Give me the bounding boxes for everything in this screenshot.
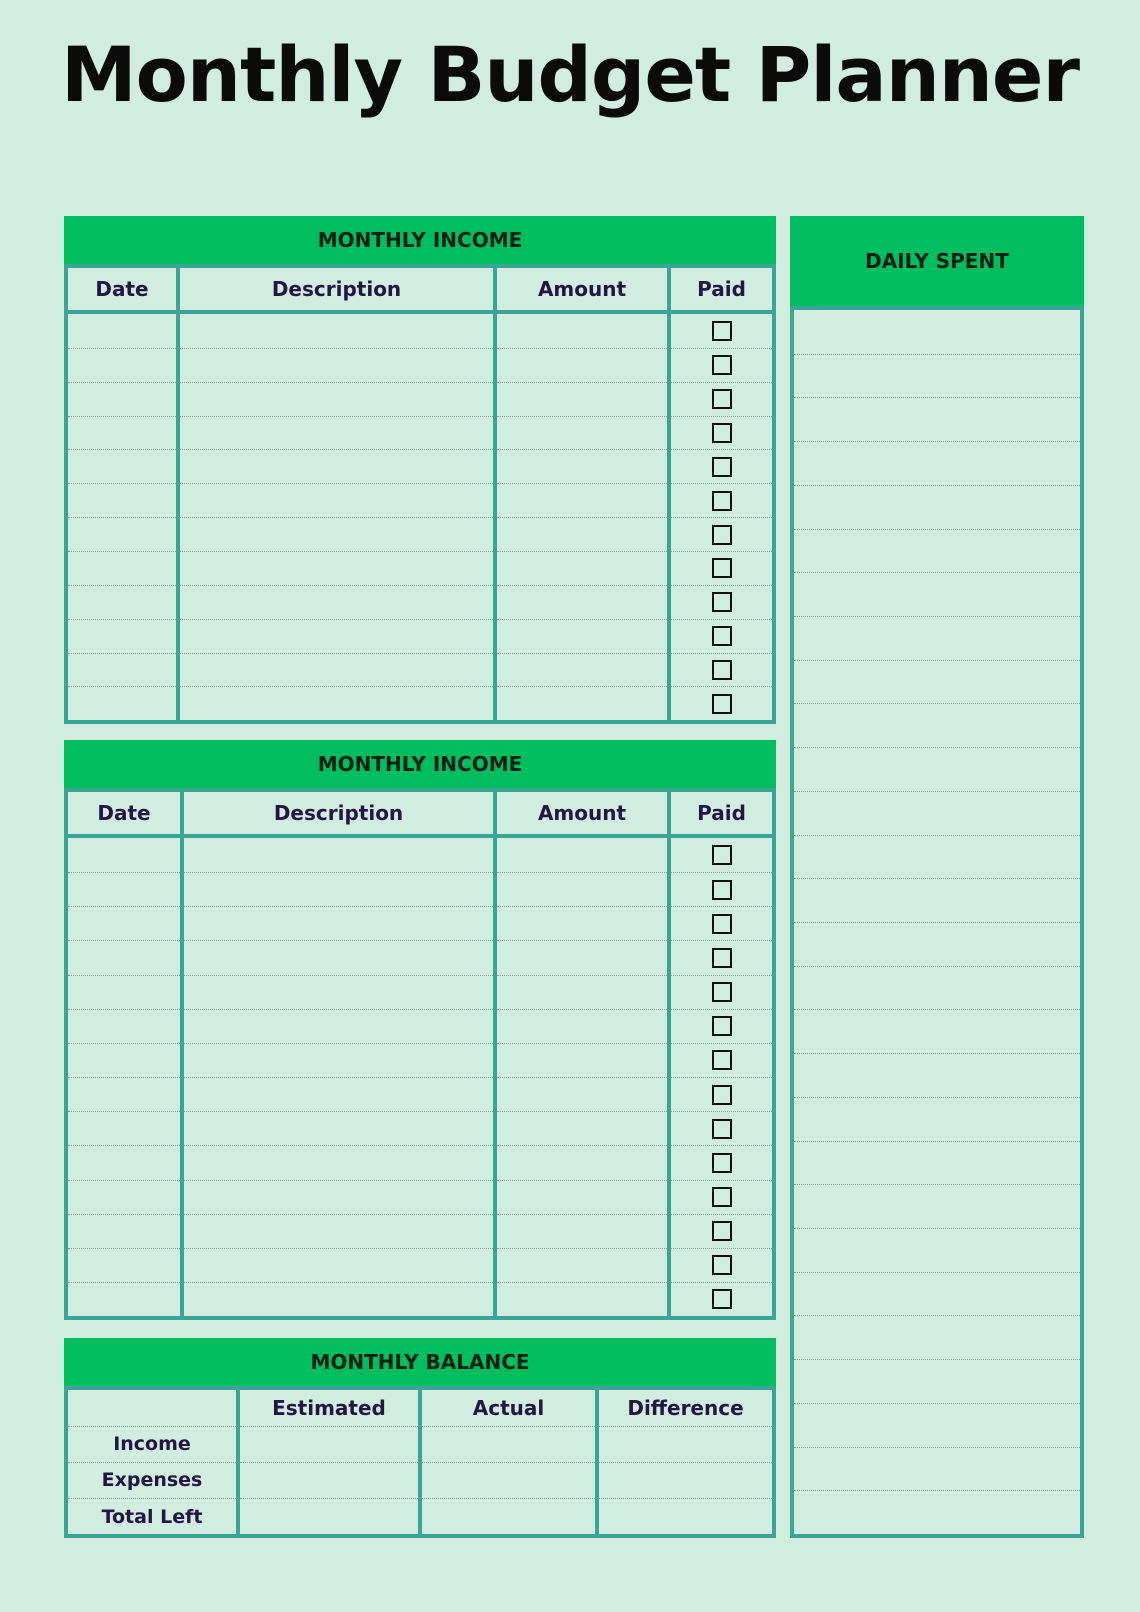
checkbox-icon[interactable] bbox=[712, 948, 732, 968]
amount-cell[interactable] bbox=[495, 687, 669, 720]
paid-cell bbox=[669, 687, 772, 720]
description-cell[interactable] bbox=[178, 687, 495, 720]
column-header-amount: Amount bbox=[495, 792, 669, 836]
checkbox-icon[interactable] bbox=[712, 423, 732, 443]
daily-spent-line[interactable] bbox=[794, 791, 1080, 835]
description-cell[interactable] bbox=[178, 484, 495, 518]
daily-spent-line[interactable] bbox=[794, 1490, 1080, 1534]
date-cell[interactable] bbox=[68, 1282, 182, 1316]
row-label-total-left: Total Left bbox=[68, 1499, 238, 1535]
total-left-difference-cell[interactable] bbox=[597, 1499, 772, 1535]
amount-cell[interactable] bbox=[495, 1043, 669, 1077]
description-cell[interactable] bbox=[182, 907, 495, 941]
checkbox-icon[interactable] bbox=[712, 845, 732, 865]
daily-spent-line[interactable] bbox=[794, 485, 1080, 529]
amount-cell[interactable] bbox=[495, 518, 669, 552]
table-row bbox=[68, 941, 772, 975]
table-row bbox=[68, 450, 772, 484]
description-cell[interactable] bbox=[182, 1282, 495, 1316]
paid-cell bbox=[669, 1112, 772, 1146]
checkbox-icon[interactable] bbox=[712, 1016, 732, 1036]
amount-cell[interactable] bbox=[495, 450, 669, 484]
paid-cell bbox=[669, 1248, 772, 1282]
description-cell[interactable] bbox=[182, 941, 495, 975]
checkbox-icon[interactable] bbox=[712, 660, 732, 680]
checkbox-icon[interactable] bbox=[712, 558, 732, 578]
daily-spent-line[interactable] bbox=[794, 1097, 1080, 1141]
date-cell[interactable] bbox=[68, 619, 178, 653]
table-row bbox=[68, 1180, 772, 1214]
date-cell[interactable] bbox=[68, 907, 182, 941]
description-cell[interactable] bbox=[182, 975, 495, 1009]
checkbox-icon[interactable] bbox=[712, 1255, 732, 1275]
description-cell[interactable] bbox=[178, 551, 495, 585]
paid-cell bbox=[669, 1282, 772, 1316]
amount-cell[interactable] bbox=[495, 312, 669, 348]
amount-cell[interactable] bbox=[495, 907, 669, 941]
description-cell[interactable] bbox=[178, 619, 495, 653]
description-cell[interactable] bbox=[182, 1043, 495, 1077]
checkbox-icon[interactable] bbox=[712, 1119, 732, 1139]
table-row bbox=[68, 312, 772, 348]
table-row bbox=[68, 873, 772, 907]
date-cell[interactable] bbox=[68, 450, 178, 484]
row-label-expenses: Expenses bbox=[68, 1462, 238, 1498]
paid-cell bbox=[669, 1078, 772, 1112]
table-row bbox=[68, 836, 772, 873]
date-cell[interactable] bbox=[68, 1180, 182, 1214]
amount-cell[interactable] bbox=[495, 348, 669, 382]
paid-cell bbox=[669, 348, 772, 382]
date-cell[interactable] bbox=[68, 836, 182, 873]
description-cell[interactable] bbox=[178, 312, 495, 348]
paid-cell bbox=[669, 450, 772, 484]
amount-cell[interactable] bbox=[495, 1248, 669, 1282]
amount-cell[interactable] bbox=[495, 653, 669, 687]
paid-cell bbox=[669, 975, 772, 1009]
date-cell[interactable] bbox=[68, 484, 178, 518]
checkbox-icon[interactable] bbox=[712, 525, 732, 545]
paid-cell bbox=[669, 619, 772, 653]
table-row bbox=[68, 1282, 772, 1316]
date-cell[interactable] bbox=[68, 1112, 182, 1146]
date-cell[interactable] bbox=[68, 551, 178, 585]
daily-spent-line[interactable] bbox=[794, 572, 1080, 616]
table-row bbox=[68, 484, 772, 518]
row-label-income: Income bbox=[68, 1426, 238, 1462]
description-cell[interactable] bbox=[182, 1078, 495, 1112]
date-cell[interactable] bbox=[68, 1078, 182, 1112]
daily-spent-line[interactable] bbox=[794, 1447, 1080, 1491]
daily-spent-line[interactable] bbox=[794, 1053, 1080, 1097]
amount-cell[interactable] bbox=[495, 1282, 669, 1316]
table-row bbox=[68, 687, 772, 720]
daily-spent-line[interactable] bbox=[794, 1272, 1080, 1316]
daily-spent-line[interactable] bbox=[794, 1359, 1080, 1403]
description-cell[interactable] bbox=[178, 585, 495, 619]
date-cell[interactable] bbox=[68, 382, 178, 416]
date-cell[interactable] bbox=[68, 518, 178, 552]
paid-cell bbox=[669, 1214, 772, 1248]
amount-cell[interactable] bbox=[495, 484, 669, 518]
table-row bbox=[68, 1248, 772, 1282]
description-cell[interactable] bbox=[178, 518, 495, 552]
column-header-estimated: Estimated bbox=[238, 1390, 420, 1426]
paid-cell bbox=[669, 1009, 772, 1043]
column-header-description: Description bbox=[178, 268, 495, 312]
checkbox-icon[interactable] bbox=[712, 694, 732, 714]
date-cell[interactable] bbox=[68, 1214, 182, 1248]
table-row bbox=[68, 653, 772, 687]
daily-spent-line[interactable] bbox=[794, 354, 1080, 398]
expenses-actual-cell[interactable] bbox=[420, 1462, 597, 1498]
amount-cell[interactable] bbox=[495, 873, 669, 907]
checkbox-icon[interactable] bbox=[712, 457, 732, 477]
checkbox-icon[interactable] bbox=[712, 355, 732, 375]
amount-cell[interactable] bbox=[495, 551, 669, 585]
amount-cell[interactable] bbox=[495, 1214, 669, 1248]
column-header-date: Date bbox=[68, 268, 178, 312]
date-cell[interactable] bbox=[68, 416, 178, 450]
total-left-actual-cell[interactable] bbox=[420, 1499, 597, 1535]
description-cell[interactable] bbox=[182, 1180, 495, 1214]
expenses-difference-cell[interactable] bbox=[597, 1462, 772, 1498]
paid-cell bbox=[669, 484, 772, 518]
amount-cell[interactable] bbox=[495, 1078, 669, 1112]
balance-header-row bbox=[68, 1390, 772, 1426]
income-table-2-heading: MONTHLY INCOME bbox=[64, 740, 776, 788]
date-cell[interactable] bbox=[68, 975, 182, 1009]
table-row bbox=[68, 1043, 772, 1077]
date-cell[interactable] bbox=[68, 312, 178, 348]
amount-cell[interactable] bbox=[495, 1112, 669, 1146]
paid-cell bbox=[669, 382, 772, 416]
income-estimated-cell[interactable] bbox=[238, 1426, 420, 1462]
table-row bbox=[68, 907, 772, 941]
daily-spent-line[interactable] bbox=[794, 1009, 1080, 1053]
daily-spent-line[interactable] bbox=[794, 1141, 1080, 1185]
table-row bbox=[68, 1214, 772, 1248]
daily-spent-line[interactable] bbox=[794, 966, 1080, 1010]
income-table-1-heading: MONTHLY INCOME bbox=[64, 216, 776, 264]
amount-cell[interactable] bbox=[495, 975, 669, 1009]
daily-spent-heading: DAILY SPENT bbox=[790, 216, 1084, 306]
date-cell[interactable] bbox=[68, 348, 178, 382]
column-header-paid: Paid bbox=[669, 792, 772, 836]
description-cell[interactable] bbox=[182, 873, 495, 907]
daily-spent-line[interactable] bbox=[794, 835, 1080, 879]
amount-cell[interactable] bbox=[495, 1009, 669, 1043]
checkbox-icon[interactable] bbox=[712, 1050, 732, 1070]
checkbox-icon[interactable] bbox=[712, 491, 732, 511]
balance-row-income bbox=[68, 1426, 772, 1462]
table-row bbox=[68, 382, 772, 416]
amount-cell[interactable] bbox=[495, 1180, 669, 1214]
table-row bbox=[68, 619, 772, 653]
daily-spent-line[interactable] bbox=[794, 703, 1080, 747]
balance-row-total-left bbox=[68, 1499, 772, 1535]
column-header-date: Date bbox=[68, 792, 182, 836]
checkbox-icon[interactable] bbox=[712, 1153, 732, 1173]
checkbox-icon[interactable] bbox=[712, 1187, 732, 1207]
table-row bbox=[68, 585, 772, 619]
amount-cell[interactable] bbox=[495, 941, 669, 975]
description-cell[interactable] bbox=[182, 1112, 495, 1146]
date-cell[interactable] bbox=[68, 585, 178, 619]
date-cell[interactable] bbox=[68, 1009, 182, 1043]
daily-spent-line[interactable] bbox=[794, 529, 1080, 573]
checkbox-icon[interactable] bbox=[712, 1221, 732, 1241]
daily-spent-line[interactable] bbox=[794, 616, 1080, 660]
paid-cell bbox=[669, 312, 772, 348]
daily-spent-line[interactable] bbox=[794, 922, 1080, 966]
amount-cell[interactable] bbox=[495, 619, 669, 653]
date-cell[interactable] bbox=[68, 1146, 182, 1180]
date-cell[interactable] bbox=[68, 687, 178, 720]
checkbox-icon[interactable] bbox=[712, 626, 732, 646]
daily-spent-line[interactable] bbox=[794, 1315, 1080, 1359]
checkbox-icon[interactable] bbox=[712, 389, 732, 409]
description-cell[interactable] bbox=[182, 1146, 495, 1180]
description-cell[interactable] bbox=[182, 1009, 495, 1043]
table-row bbox=[68, 1112, 772, 1146]
daily-spent-line[interactable] bbox=[794, 1228, 1080, 1272]
description-cell[interactable] bbox=[178, 653, 495, 687]
checkbox-icon[interactable] bbox=[712, 1289, 732, 1309]
amount-cell[interactable] bbox=[495, 382, 669, 416]
checkbox-icon[interactable] bbox=[712, 914, 732, 934]
checkbox-icon[interactable] bbox=[712, 880, 732, 900]
table-row bbox=[68, 975, 772, 1009]
date-cell[interactable] bbox=[68, 941, 182, 975]
description-cell[interactable] bbox=[182, 1214, 495, 1248]
description-cell[interactable] bbox=[178, 382, 495, 416]
date-cell[interactable] bbox=[68, 653, 178, 687]
checkbox-icon[interactable] bbox=[712, 592, 732, 612]
description-cell[interactable] bbox=[178, 450, 495, 484]
paid-cell bbox=[669, 585, 772, 619]
paid-cell bbox=[669, 1146, 772, 1180]
daily-spent-line[interactable] bbox=[794, 878, 1080, 922]
checkbox-icon[interactable] bbox=[712, 982, 732, 1002]
table-row bbox=[68, 1146, 772, 1180]
paid-cell bbox=[669, 836, 772, 873]
total-left-estimated-cell[interactable] bbox=[238, 1499, 420, 1535]
paid-cell bbox=[669, 941, 772, 975]
amount-cell[interactable] bbox=[495, 416, 669, 450]
table-row bbox=[68, 1078, 772, 1112]
paid-cell bbox=[669, 873, 772, 907]
daily-spent-line[interactable] bbox=[794, 441, 1080, 485]
income-table-2-header-row bbox=[68, 792, 772, 836]
description-cell[interactable] bbox=[178, 348, 495, 382]
date-cell[interactable] bbox=[68, 1248, 182, 1282]
checkbox-icon[interactable] bbox=[712, 1085, 732, 1105]
paid-cell bbox=[669, 653, 772, 687]
table-row bbox=[68, 416, 772, 450]
daily-spent-line[interactable] bbox=[794, 1403, 1080, 1447]
paid-cell bbox=[669, 1043, 772, 1077]
table-row bbox=[68, 348, 772, 382]
balance-table-heading: MONTHLY BALANCE bbox=[64, 1338, 776, 1386]
paid-cell bbox=[669, 551, 772, 585]
column-header-difference: Difference bbox=[597, 1390, 772, 1426]
expenses-estimated-cell[interactable] bbox=[238, 1462, 420, 1498]
table-row bbox=[68, 551, 772, 585]
date-cell[interactable] bbox=[68, 1043, 182, 1077]
amount-cell[interactable] bbox=[495, 585, 669, 619]
paid-cell bbox=[669, 907, 772, 941]
daily-spent-line[interactable] bbox=[794, 397, 1080, 441]
balance-header-blank bbox=[68, 1390, 238, 1426]
income-difference-cell[interactable] bbox=[597, 1426, 772, 1462]
description-cell[interactable] bbox=[178, 416, 495, 450]
income-table-1-header-row bbox=[68, 268, 772, 312]
income-table-2 bbox=[64, 788, 776, 1320]
income-actual-cell[interactable] bbox=[420, 1426, 597, 1462]
amount-cell[interactable] bbox=[495, 1146, 669, 1180]
checkbox-icon[interactable] bbox=[712, 321, 732, 341]
balance-row-expenses bbox=[68, 1462, 772, 1498]
column-header-amount: Amount bbox=[495, 268, 669, 312]
daily-spent-box bbox=[790, 306, 1084, 1538]
date-cell[interactable] bbox=[68, 873, 182, 907]
income-table-1 bbox=[64, 264, 776, 724]
amount-cell[interactable] bbox=[495, 836, 669, 873]
description-cell[interactable] bbox=[182, 836, 495, 873]
paid-cell bbox=[669, 416, 772, 450]
table-row bbox=[68, 518, 772, 552]
column-header-paid: Paid bbox=[669, 268, 772, 312]
page-title: Monthly Budget Planner bbox=[61, 30, 1079, 119]
daily-spent-line[interactable] bbox=[794, 747, 1080, 791]
balance-table bbox=[64, 1386, 776, 1538]
paid-cell bbox=[669, 1180, 772, 1214]
description-cell[interactable] bbox=[182, 1248, 495, 1282]
column-header-actual: Actual bbox=[420, 1390, 597, 1426]
column-header-description: Description bbox=[182, 792, 495, 836]
paid-cell bbox=[669, 518, 772, 552]
table-row bbox=[68, 1009, 772, 1043]
daily-spent-line[interactable] bbox=[794, 660, 1080, 704]
daily-spent-line[interactable] bbox=[794, 1184, 1080, 1228]
